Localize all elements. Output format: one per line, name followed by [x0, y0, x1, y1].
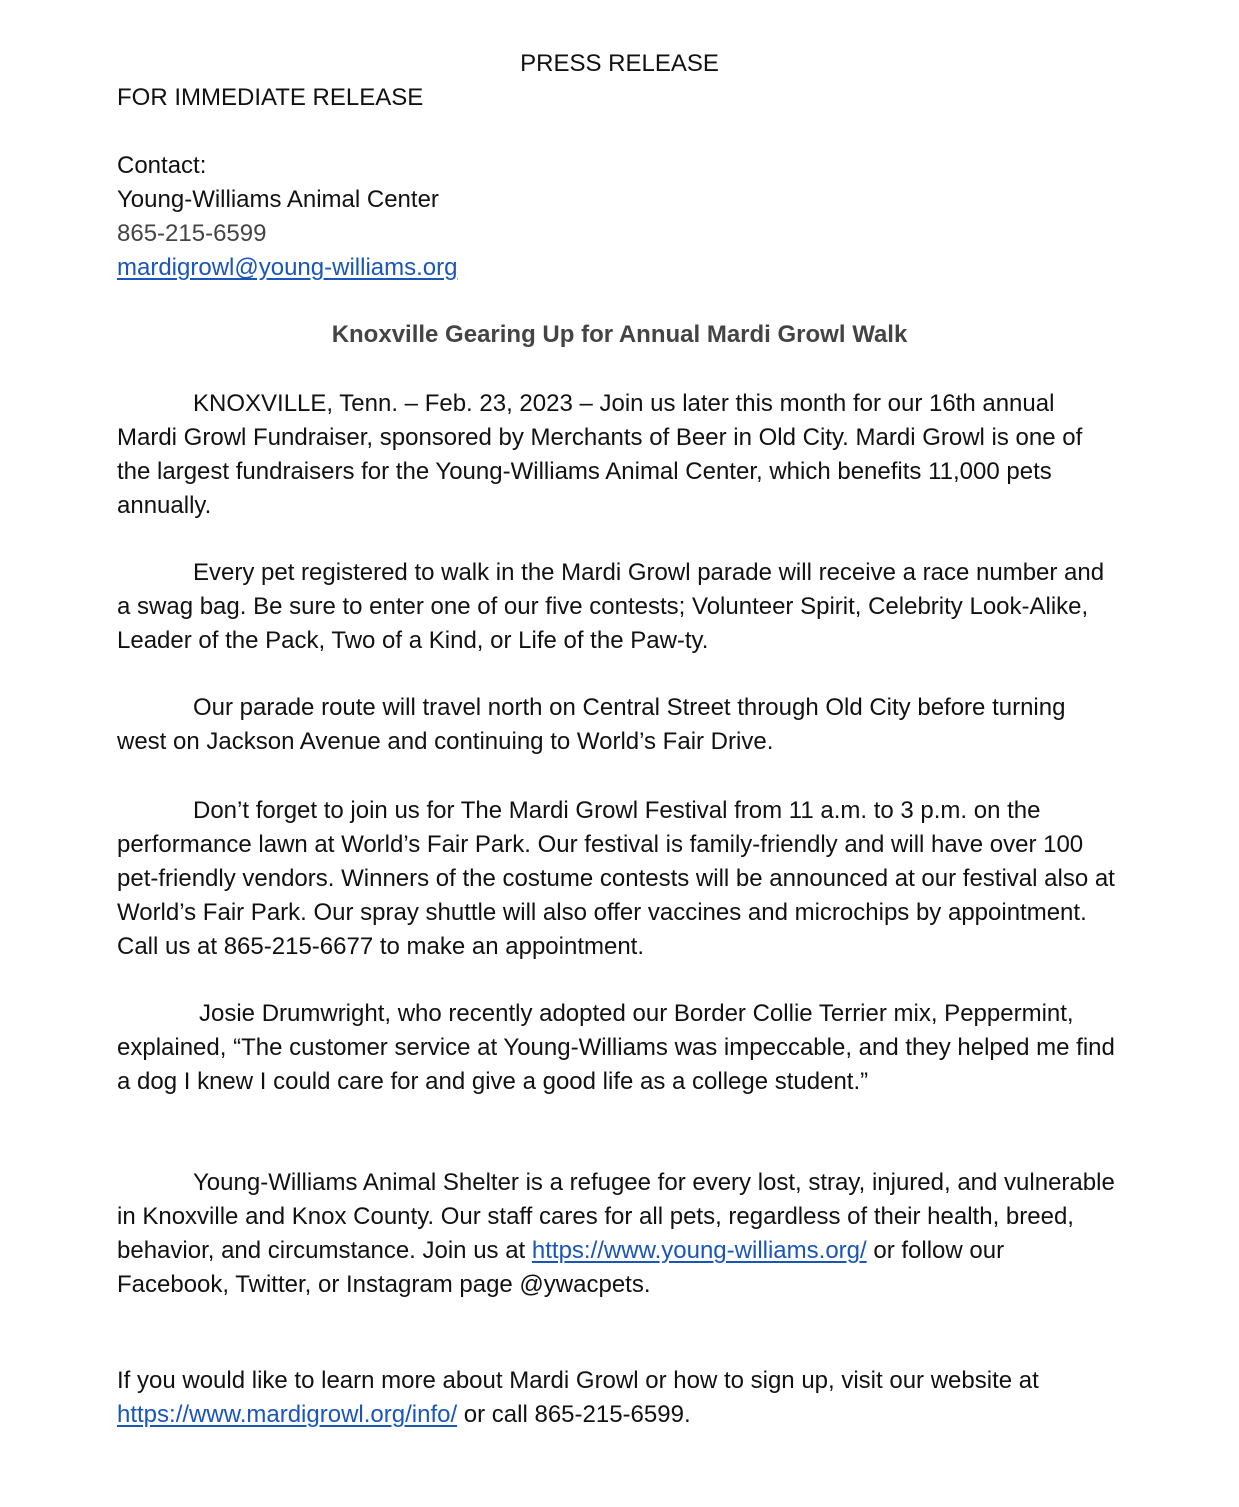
contact-organization: Young-Williams Animal Center [117, 186, 439, 213]
press-release-title: PRESS RELEASE [520, 50, 719, 77]
paragraph-about [117, 1166, 1117, 1302]
paragraph-intro [117, 387, 1117, 523]
paragraph-testimonial [117, 997, 1117, 1099]
paragraph-route-text: Our parade route will travel north on Central Street through Old City before turning west on Jackson Avenue and continuing to World’s Fair Drive. [117, 694, 1066, 755]
paragraph-registration-text: Every pet registered to walk in the Mardi Growl parade will receive a race number and a swag bag. Be sure to enter one of our five contests; Volunteer Spirit, Celebrity Look-Alike, Leader of the Pack, Two of a Kind, or Life of the Paw-ty. [117, 559, 1105, 654]
paragraph-about-text-end: or follow our Facebook, Twitter, or Instagram page @ywacpets. [117, 1237, 1005, 1298]
paragraph-more-info-text: If you would like to learn more about Mardi Growl or how to sign up, visit our website at [117, 1367, 1039, 1394]
paragraph-intro-text: KNOXVILLE, Tenn. – Feb. 23, 2023 – Join us later this month for our 16th annual Mardi Growl Fundraiser, sponsored by Merchants of Beer in Old City. Mardi Growl is one of the largest fundraisers for the Young-Williams Animal Center, which benefits 11,000 pets annually. [117, 390, 1083, 519]
contact-email-link[interactable]: mardigrowl@young-williams.org [117, 254, 458, 281]
paragraph-about-text: Young-Williams Animal Shelter is a refugee for every lost, stray, injured, and vulnerable in Knoxville and Knox County. Our staff cares for all pets, regardless of their health, breed, behavior, and circumstance. Join us at [117, 1169, 1115, 1264]
contact-label: Contact: [117, 152, 207, 179]
mardi-growl-website-link[interactable]: https://www.mardigrowl.org/info/ [117, 1401, 458, 1428]
young-williams-website-link[interactable]: https://www.young-williams.org/ [531, 1237, 867, 1264]
paragraph-more-info-text-end: or call 865-215-6599. [457, 1401, 691, 1428]
paragraph-registration [117, 556, 1117, 658]
contact-phone: 865-215-6599 [117, 220, 267, 247]
paragraph-festival [117, 794, 1117, 964]
paragraph-festival-text: Don’t forget to join us for The Mardi Growl Festival from 11 a.m. to 3 p.m. on the performance lawn at World’s Fair Park. Our festival is family-friendly and will have over 100 pet-friendly vendors. Winners of the costume contests will be announced at our festival also at World’s Fair Park. Our spray shuttle will also offer vaccines and microchips by appointment. Call us at 865-215-6677 to make an appointment. [117, 797, 1115, 960]
contact-email-line [117, 251, 1127, 285]
paragraph-more-info [117, 1364, 1117, 1432]
paragraph-testimonial-text: Josie Drumwright, who recently adopted our Border Collie Terrier mix, Peppermint, explained, “The customer service at Young-Williams was impeccable, and they helped me find a dog I knew I could care for and give a good life as a college student.” [117, 1000, 1115, 1095]
paragraph-route [117, 691, 1117, 759]
headline: Knoxville Gearing Up for Annual Mardi Growl Walk [331, 321, 908, 348]
immediate-release-label: FOR IMMEDIATE RELEASE [117, 84, 424, 111]
